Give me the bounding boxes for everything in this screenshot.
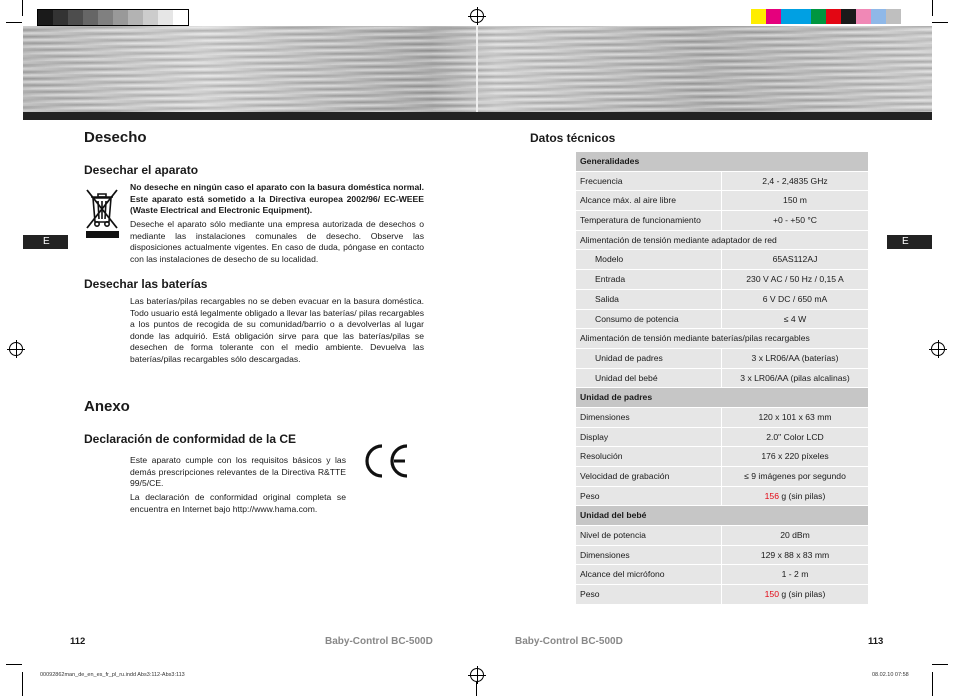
bin-underline-bar <box>86 231 119 238</box>
registration-mark-icon <box>931 342 945 356</box>
gray-swatch <box>53 10 68 25</box>
print-slug-file: 00092862man_de_en_es_fr_pl_ru.indd Abs3:112-Abs3:113 <box>40 672 185 678</box>
table-row: Resolución 176 x 220 píxeles <box>576 447 868 467</box>
footer-brand-left: Baby-Control BC-500D <box>325 636 433 647</box>
gray-swatch <box>158 10 173 25</box>
gray-swatch <box>128 10 143 25</box>
table-row: Dimensiones 129 x 88 x 83 mm <box>576 546 868 566</box>
conformity-heading: Declaración de conformidad de la CE <box>84 432 297 446</box>
registration-mark-icon <box>470 668 484 682</box>
header-rule <box>23 112 932 120</box>
crop-mark <box>22 0 23 16</box>
language-tab-right: E <box>887 235 932 249</box>
gray-swatch <box>83 10 98 25</box>
crop-mark <box>932 22 948 23</box>
color-control-strip <box>751 9 901 24</box>
color-swatch <box>856 9 871 24</box>
page-number-left: 112 <box>70 636 86 647</box>
device-disposal-warning: No deseche en ningún caso el aparato con la basura doméstica normal. Este aparato está sometido a la Directiva europea 2002/96/ EC-WEEE (Waste Electrical and Electronic Equipment). <box>130 182 424 216</box>
table-row: Consumo de potencia ≤ 4 W <box>576 310 868 330</box>
crop-mark <box>22 672 23 696</box>
crop-mark <box>6 22 22 23</box>
annex-heading: Anexo <box>84 398 130 415</box>
table-row: Entrada 230 V AC / 50 Hz / 0,15 A <box>576 270 868 290</box>
language-tab-left: E <box>23 235 68 249</box>
table-row: Salida 6 V DC / 650 mA <box>576 290 868 310</box>
color-swatch <box>841 9 856 24</box>
technical-data-heading: Datos técnicos <box>530 131 616 145</box>
weight-value-highlight: 150 <box>764 589 779 600</box>
gray-swatch <box>68 10 83 25</box>
table-row: Frecuencia 2,4 - 2,4835 GHz <box>576 172 868 192</box>
gray-swatch <box>38 10 53 25</box>
table-row: Nivel de potencia 20 dBm <box>576 526 868 546</box>
gray-swatch <box>143 10 158 25</box>
footer-brand-right: Baby-Control BC-500D <box>515 636 623 647</box>
color-swatch <box>811 9 826 24</box>
disposal-heading: Desecho <box>84 129 147 146</box>
color-swatch <box>826 9 841 24</box>
table-row: Alcance del micrófono 1 - 2 m <box>576 565 868 585</box>
page-spine <box>476 26 478 112</box>
conformity-link-text: La declaración de conformidad original completa se encuentra en Internet bajo http://www.hama.com. <box>130 492 346 514</box>
color-swatch <box>886 9 901 24</box>
technical-data-table <box>576 152 868 605</box>
gray-swatch <box>98 10 113 25</box>
page-number-right: 113 <box>868 636 884 647</box>
color-swatch <box>781 9 796 24</box>
ce-mark-icon <box>361 441 411 481</box>
color-swatch <box>751 9 766 24</box>
table-row: Peso 150 g (sin pilas) <box>576 585 868 605</box>
device-disposal-heading: Desechar el aparato <box>84 163 199 177</box>
table-row: Peso 156 g (sin pilas) <box>576 487 868 507</box>
grayscale-control-strip <box>37 9 189 26</box>
table-row: Unidad del bebé 3 x LR06/AA (pilas alcalinas) <box>576 369 868 389</box>
battery-disposal-heading: Desechar las baterías <box>84 277 208 291</box>
battery-disposal-text: Las baterías/pilas recargables no se deben evacuar en la basura doméstica. Todo usuario está legalmente obligado a llevar las baterías/ pilas recargables a los puntos de recogida de su comunidad/barrio o a devolverlas al lugar donde las adquirió. Está obligación sirve para que las baterías/pilas se desechen de forma tolerante con el medio ambiente. Devuelva las baterías/pilas recargables sólo descargadas. <box>130 296 424 364</box>
registration-mark-icon <box>9 342 23 356</box>
crop-mark <box>932 672 933 696</box>
device-disposal-text: Deseche el aparato sólo mediante una empresa autorizada de desechos o mediante las instalaciones comunales de desecho. Observe las disposiciones actualmente vigentes. En caso de duda, póngase en contacto con las instalaciones de desecho de su localidad. <box>130 219 424 264</box>
crop-mark <box>932 0 933 16</box>
color-swatch <box>766 9 781 24</box>
gray-swatch <box>173 10 188 25</box>
table-row: Display 2.0" Color LCD <box>576 428 868 448</box>
table-section-row: Generalidades <box>576 152 868 172</box>
gray-swatch <box>113 10 128 25</box>
table-row: Velocidad de grabación ≤ 9 imágenes por segundo <box>576 467 868 487</box>
table-row: Dimensiones 120 x 101 x 63 mm <box>576 408 868 428</box>
table-row: Alcance máx. al aire libre 150 m <box>576 191 868 211</box>
weight-value-highlight: 156 <box>764 490 779 501</box>
table-row: Temperatura de funcionamiento +0 - +50 °C <box>576 211 868 231</box>
crop-mark <box>476 682 477 696</box>
table-section-row: Unidad del bebé <box>576 506 868 526</box>
print-slug-date: 08.02.10 07:58 <box>872 672 909 678</box>
conformity-text: Este aparato cumple con los requisitos básicos y las demás prescripciones relevantes de la Directiva R&TTE 99/5/CE. <box>130 455 346 489</box>
color-swatch <box>871 9 886 24</box>
registration-mark-icon <box>470 9 484 23</box>
color-swatch <box>796 9 811 24</box>
crop-mark <box>932 664 948 665</box>
crop-mark <box>6 664 22 665</box>
table-row: Modelo 65AS112AJ <box>576 250 868 270</box>
table-row: Alimentación de tensión mediante adaptador de red <box>576 231 868 251</box>
table-row: Unidad de padres 3 x LR06/AA (baterías) <box>576 349 868 369</box>
table-row: Alimentación de tensión mediante baterías/pilas recargables <box>576 329 868 349</box>
crossed-bin-icon <box>84 186 120 230</box>
table-section-row: Unidad de padres <box>576 388 868 408</box>
